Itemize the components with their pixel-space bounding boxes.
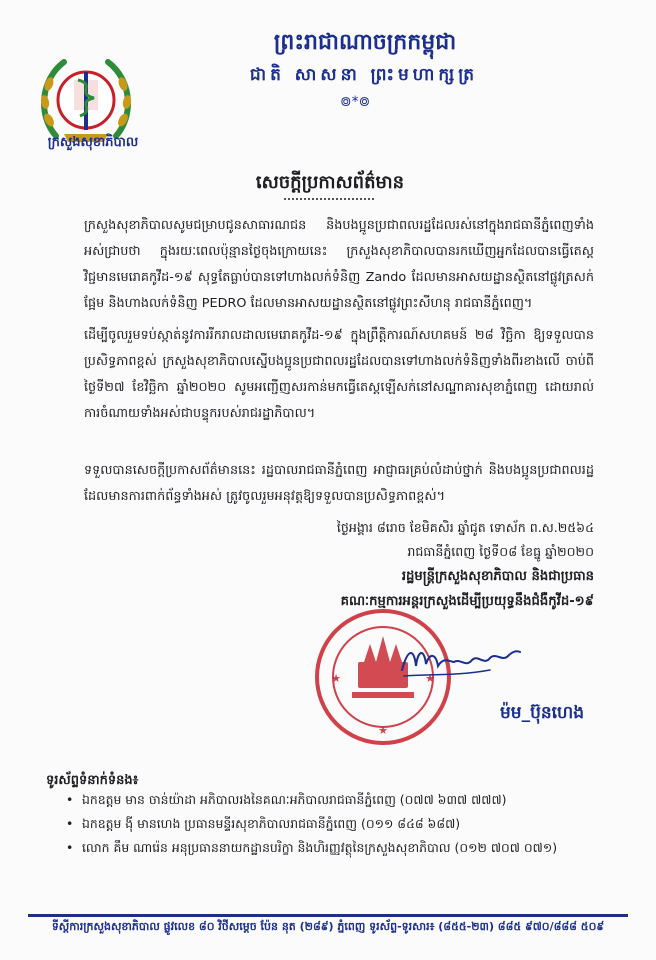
kingdom-heading: ព្រះរាជាណាចក្រកម្ពុជា: [273, 29, 457, 55]
contact-item: [46, 836, 626, 860]
paragraph-text: ដើម្បីចូលរួមទប់ស្កាត់នូវការរីករាលដាលមេរោគកូវីដ-១៩ ក្នុងព្រឹត្តិការណ៍សហគមន៍ ២៨ វិច្ឆិកា ឱ្យទទួលបានប្រសិទ្ធភាពខ្ពស់ ក្រសួងសុខាភិបាលស្នើបងប្អូនប្រជាពលរដ្ឋដែលបានទៅហាងលក់ទំនិញទាំងពីរខាងលើ ចាប់ពីថ្ងៃទី២៧ ខែវិច្ឆិកា ឆ្នាំ២០២០ សូមអញ្ជើញសរកាន់មកធ្វើតេស្តឡើសក់នៅសណ្ឋាគារសុខាភ្នំពេញ ដោយរាល់ការចំណាយទាំងអស់ជាបន្ទុករបស់រាជរដ្ឋាភិបាល។: [84, 328, 594, 421]
body-paragraph-2: [84, 323, 594, 427]
national-motto: ជាតិ សាសនា ព្រះមហាក្សត្រ: [249, 65, 479, 85]
footer-address: ទីស្តីការក្រសួងសុខាភិបាល ផ្លូវលេខ ៨០ វិថីសម្តេច ប៉ែន នុត (២៨៩) ភ្នំពេញ ទូរស័ព្ទ-ទូរសារ៖ (៨៥៥-២៣) ៨៨៥ ៩៧០/៨៨៨ ៥០៩: [51, 920, 605, 933]
svg-text:★: ★: [331, 672, 341, 685]
contact-text: ឯកឧត្តម មាន ចាន់យ៉ាដា អភិបាលរងនៃគណៈអភិបាលរាជធានីភ្នំពេញ (០៧៧ ៦៣៧ ៧៧៧): [82, 792, 507, 807]
contact-text: លោក គឹម ណារ៉េន អនុប្រធាននាយកដ្ឋានបរិក្ខា និងហិរញ្ញវត្ថុនៃក្រសួងសុខាភិបាល (០១២ ៧០៧ ០៧១): [82, 840, 558, 855]
header-ornament: ៙*៙: [340, 94, 371, 110]
paragraph-text: ទទួលបានសេចក្តីប្រកាសព័ត៌មាននេះ រដ្ឋបាលរាជធានីភ្នំពេញ អាជ្ញាធរគ្រប់លំដាប់ថ្នាក់ និងបងប្អូនប្រជាពលរដ្ឋដែលមានការពាក់ព័ន្ធទាំងអស់ ត្រូវចូលរួមអនុវត្តឱ្យទទួលបានប្រសិទ្ធភាពខ្ពស់។: [84, 463, 594, 504]
date-solar: រាជធានីភ្នំពេញ ថ្ងៃទី០៨ ខែធ្នូ ឆ្នាំ២០២០: [407, 544, 594, 559]
contact-item: [46, 812, 626, 836]
paragraph-text: ក្រសួងសុខាភិបាលសូមជម្រាបជូនសាធារណជន និងបងប្អូនប្រជាពលរដ្ឋដែលរស់នៅក្នុងរាជធានីភ្នំពេញទាំងអស់ជ្រាបថា ក្នុងរយៈពេលប៉ុន្មានថ្ងៃចុងក្រោយនេះ ក្រសួងសុខាភិបាលបានរកឃើញអ្នកដែលបានធ្វើតេស្តវិជ្ជមានមេរោគកូវីដ-១៩ សុទ្ធតែធ្លាប់បានទៅហាងលក់ទំនិញ Zando ដែលមានអាសយដ្ឋានស្ថិតនៅផ្លូវត្រសក់ផ្អែម និងហាងលក់ទំនិញ PEDRO ដែលមានអាសយដ្ឋានស្ថិតនៅផ្លូវព្រះសីហនុ រាជធានីភ្នំពេញ។: [84, 218, 594, 311]
contact-item: [46, 788, 626, 812]
svg-text:★: ★: [425, 672, 435, 685]
bullet-icon: •: [66, 792, 74, 807]
body-paragraph-1: [84, 213, 594, 317]
contact-label: ទូរស័ព្ទទំនាក់ទំនង៖: [46, 773, 139, 788]
body-paragraph-3: [84, 458, 594, 510]
committee-title: គណៈកម្មការអន្តរក្រសួងដើម្បីប្រយុទ្ធនឹងជំងឺកូវីដ-១៩: [340, 594, 594, 609]
ministry-name: ក្រសួងសុខាភិបាល: [47, 135, 139, 150]
document-title: សេចក្តីប្រកាសព័ត៌មាន: [255, 172, 405, 193]
contact-list: [46, 788, 626, 860]
contact-text: ឯកឧត្តម ង៉ី មានហេង ប្រធានមន្ទីរសុខាភិបាលរាជធានីភ្នំពេញ (០១១ ៨៤៨ ៦៨៧): [82, 816, 461, 831]
bullet-icon: •: [66, 840, 74, 855]
handwritten-signature: [398, 640, 526, 684]
date-lunar: ថ្ងៃអង្គារ ៨រោច ខែមិគសិរ ឆ្នាំជូត ទោស័ក ព.ស.២៥៦៤: [336, 520, 594, 535]
bullet-icon: •: [66, 816, 74, 831]
signer-name: ម៉ម_ប៊ុនហេង: [500, 703, 585, 723]
footer-rule: [28, 914, 628, 917]
signatory-title: រដ្ឋមន្ត្រីក្រសួងសុខាភិបាល និងជាប្រធាន: [401, 569, 594, 584]
title-underline: [284, 198, 374, 200]
svg-text:★: ★: [378, 724, 388, 737]
